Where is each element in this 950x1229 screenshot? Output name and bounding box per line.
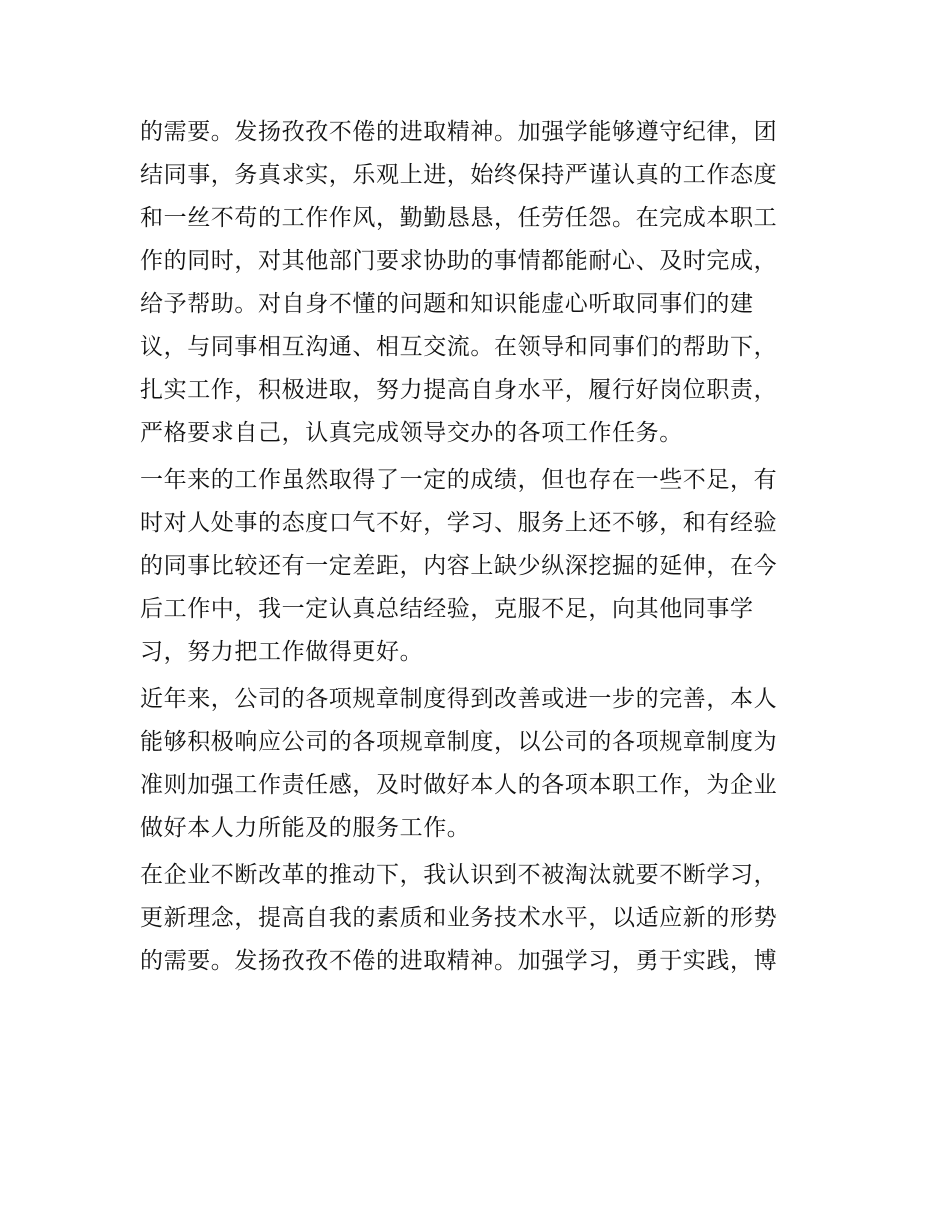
text-line: 和一丝不苟的工作作风，勤勤恳恳，任劳任怨。在完成本职工 bbox=[140, 205, 778, 231]
text-line: 在企业不断改革的推动下，我认识到不被淘汰就要不断学习， bbox=[140, 862, 778, 888]
document-page bbox=[140, 111, 812, 983]
text-line: 更新理念，提高自我的素质和业务技术水平，以适应新的形势 bbox=[140, 905, 778, 931]
text-line: 结同事，务真求实，乐观上进，始终保持严谨认真的工作态度 bbox=[140, 162, 778, 188]
text-line: 一年来的工作虽然取得了一定的成绩，但也存在一些不足，有 bbox=[140, 467, 778, 493]
paragraph-1 bbox=[140, 111, 812, 455]
text-line: 的需要。发扬孜孜不倦的进取精神。加强学习，勇于实践，博 bbox=[140, 948, 778, 974]
text-line: 时对人处事的态度口气不好，学习、服务上还不够，和有经验 bbox=[140, 510, 778, 536]
text-line: 习，努力把工作做得更好。 bbox=[140, 639, 424, 665]
paragraph-4 bbox=[140, 854, 812, 983]
text-line: 近年来，公司的各项规章制度得到改善或进一步的完善，本人 bbox=[140, 686, 778, 712]
text-line: 后工作中，我一定认真总结经验，克服不足，向其他同事学 bbox=[140, 596, 754, 622]
text-line: 的需要。发扬孜孜不倦的进取精神。加强学能够遵守纪律，团 bbox=[140, 119, 778, 145]
text-line: 准则加强工作责任感，及时做好本人的各项本职工作，为企业 bbox=[140, 772, 778, 798]
paragraph-3 bbox=[140, 678, 812, 850]
text-line: 能够积极响应公司的各项规章制度，以公司的各项规章制度为 bbox=[140, 729, 778, 755]
text-line: 给予帮助。对自身不懂的问题和知识能虚心听取同事们的建 bbox=[140, 291, 754, 317]
text-line: 做好本人力所能及的服务工作。 bbox=[140, 815, 471, 841]
text-line: 扎实工作，积极进取，努力提高自身水平，履行好岗位职责， bbox=[140, 377, 778, 403]
text-line: 的同事比较还有一定差距，内容上缺少纵深挖掘的延伸，在今 bbox=[140, 553, 778, 579]
text-line: 作的同时，对其他部门要求协助的事情都能耐心、及时完成， bbox=[140, 248, 778, 274]
paragraph-2 bbox=[140, 459, 812, 674]
text-line: 议，与同事相互沟通、相互交流。在领导和同事们的帮助下， bbox=[140, 334, 778, 360]
text-line: 严格要求自己，认真完成领导交办的各项工作任务。 bbox=[140, 420, 683, 446]
